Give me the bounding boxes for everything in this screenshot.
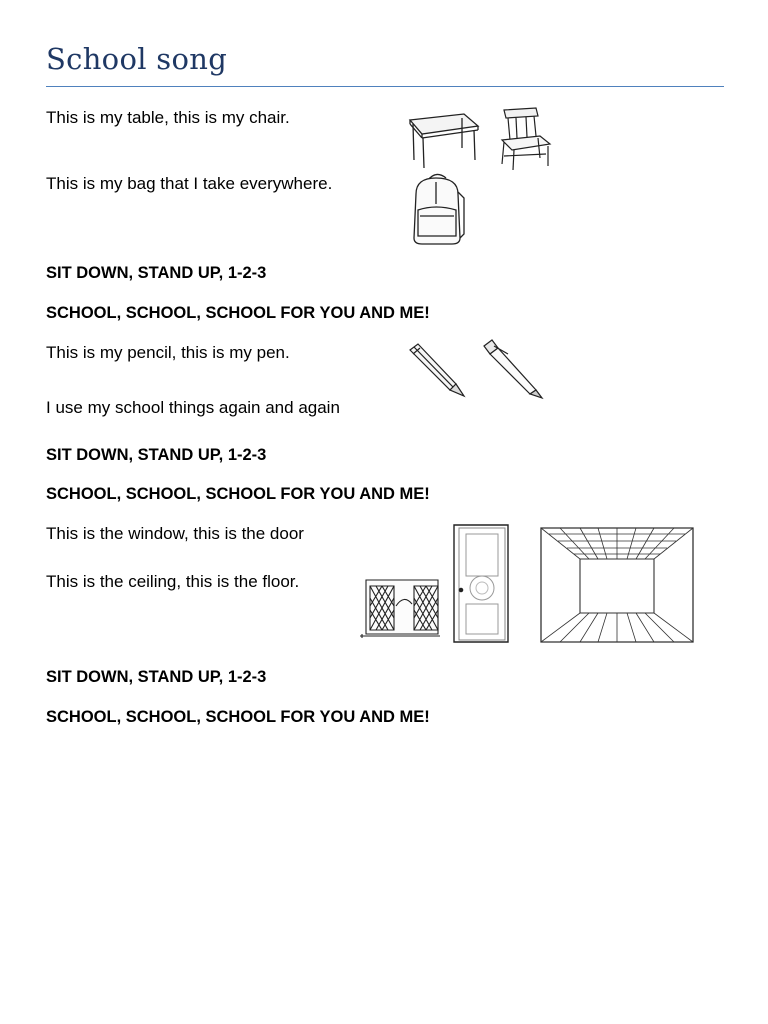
chorus-line: SIT DOWN, STAND UP, 1-2-3 bbox=[46, 668, 267, 686]
lyric-line: This is my bag that I take everywhere. bbox=[46, 174, 333, 193]
page-title: School song bbox=[46, 42, 228, 76]
chorus-line: SIT DOWN, STAND UP, 1-2-3 bbox=[46, 264, 267, 282]
table-icon bbox=[406, 108, 480, 170]
lyric-line: This is the window, this is the door bbox=[46, 524, 304, 543]
lyric-line: I use my school things again and again bbox=[46, 398, 340, 417]
lyric-line: This is my table, this is my chair. bbox=[46, 108, 290, 127]
chair-icon bbox=[496, 106, 554, 172]
lyric-line: This is my pencil, this is my pen. bbox=[46, 343, 290, 362]
window-icon bbox=[358, 576, 442, 640]
chorus-line: SCHOOL, SCHOOL, SCHOOL FOR YOU AND ME! bbox=[46, 304, 430, 322]
pencil-icon bbox=[406, 342, 468, 398]
chorus-line: SIT DOWN, STAND UP, 1-2-3 bbox=[46, 446, 267, 464]
title-divider bbox=[46, 86, 724, 87]
backpack-icon bbox=[406, 170, 468, 246]
lyric-line: This is the ceiling, this is the floor. bbox=[46, 572, 300, 591]
door-icon bbox=[453, 524, 509, 644]
chorus-line: SCHOOL, SCHOOL, SCHOOL FOR YOU AND ME! bbox=[46, 485, 430, 503]
room-icon bbox=[540, 527, 694, 643]
pen-icon bbox=[478, 338, 546, 400]
chorus-line: SCHOOL, SCHOOL, SCHOOL FOR YOU AND ME! bbox=[46, 708, 430, 726]
